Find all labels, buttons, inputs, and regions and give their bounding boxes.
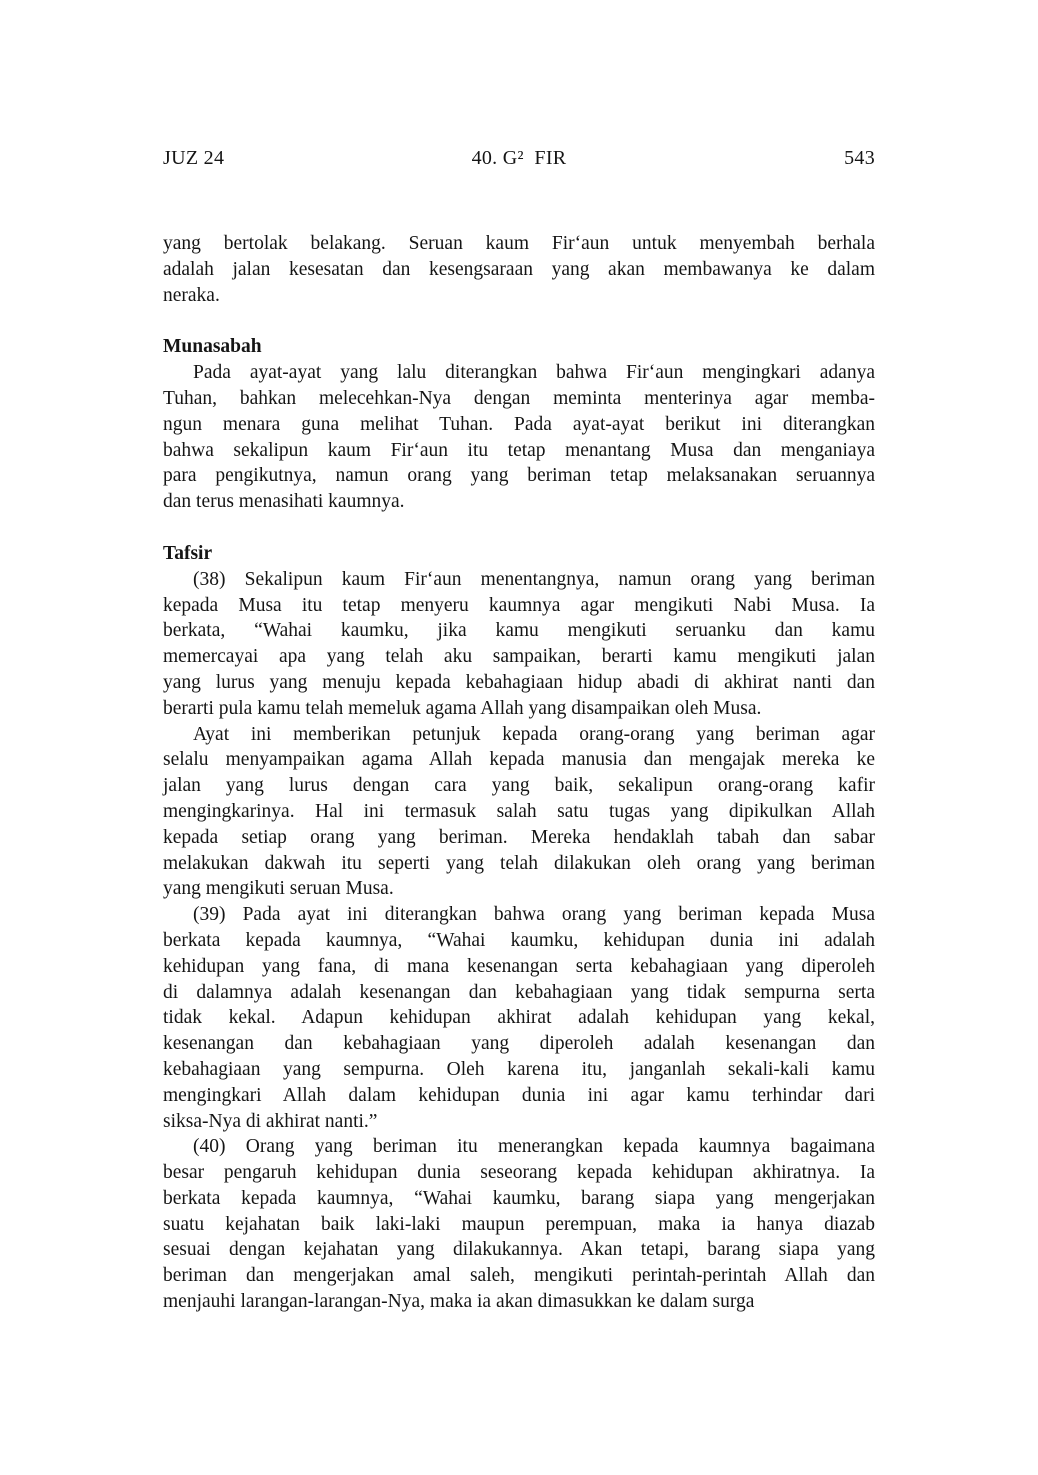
page-body: [163, 231, 875, 1315]
paragraph-line: di dalamnya adalah kesenangan dan kebahagiaan yang tidak sempurna serta: [163, 981, 875, 1003]
paragraph-line: jalan yang lurus dengan cara yang baik, sekalipun orang-orang kafir: [163, 775, 875, 797]
paragraph-line: yang lurus yang menuju kepada kebahagiaan hidup abadi di akhirat nanti dan: [163, 671, 875, 693]
paragraph: [163, 902, 875, 1134]
header-surah-title: 40. G² FIR: [471, 147, 567, 169]
paragraph-line: bahwa sekalipun kaum Fir‘aun itu tetap menantang Musa dan menganiaya: [163, 439, 875, 461]
paragraph: [163, 231, 875, 308]
paragraph-line: berkata, “Wahai kaumku, jika kamu mengikuti seruanku dan kamu: [163, 620, 875, 642]
paragraph-line: selalu menyampaikan agama Allah kepada manusia dan mengajak mereka ke: [163, 749, 875, 771]
paragraph-line: tidak kekal. Adapun kehidupan akhirat adalah kehidupan yang kekal,: [163, 1007, 875, 1029]
page-header: [163, 146, 875, 171]
paragraph-line: Pada ayat-ayat yang lalu diterangkan bahwa Fir‘aun mengingkari adanya: [193, 362, 875, 384]
paragraph-line: kepada setiap orang yang beriman. Mereka hendaklah tabah dan sabar: [163, 826, 875, 848]
paragraph-line: sesuai dengan kejahatan yang dilakukannya. Akan tetapi, barang siapa yang: [163, 1239, 875, 1261]
paragraph-line: suatu kejahatan baik laki-laki maupun perempuan, maka ia hanya diazab: [163, 1213, 875, 1235]
paragraph-line: kehidupan yang fana, di mana kesenangan serta kebahagiaan yang diperoleh: [163, 955, 875, 977]
paragraph-line: kesenangan dan kebahagiaan yang diperoleh adalah kesenangan dan: [163, 1033, 875, 1055]
paragraph-line: siksa-Nya di akhirat nanti.”: [163, 1110, 378, 1132]
paragraph-line: mengingkari Allah dalam kehidupan dunia ini agar kamu terhindar dari: [163, 1084, 875, 1106]
header-page-number: 543: [844, 147, 875, 169]
paragraph-line: Ayat ini memberikan petunjuk kepada orang-orang yang beriman agar: [193, 723, 875, 745]
paragraph-line: berkata kepada kaumnya, “Wahai kaumku, barang siapa yang mengerjakan: [163, 1187, 875, 1209]
paragraph-line: para pengikutnya, namun orang yang beriman tetap melaksanakan seruannya: [163, 465, 875, 487]
paragraph-line: melakukan dakwah itu seperti yang telah dilakukan oleh orang yang beriman: [163, 852, 875, 874]
text-column: [163, 0, 875, 1315]
paragraph-line: beriman dan mengerjakan amal saleh, mengikuti perintah-perintah Allah dan: [163, 1265, 875, 1287]
paragraph-line: kebahagiaan yang sempurna. Oleh karena itu, janganlah sekali-kali kamu: [163, 1058, 875, 1080]
paragraph-line: Tuhan, bahkan melecehkan-Nya dengan meminta menterinya agar memba-: [163, 387, 875, 409]
paragraph-line: mengingkarinya. Hal ini termasuk salah satu tugas yang dipikulkan Allah: [163, 800, 875, 822]
paragraph: [163, 567, 875, 722]
paragraph-line: neraka.: [163, 284, 220, 306]
paragraph-line: (39) Pada ayat ini diterangkan bahwa orang yang beriman kepada Musa: [193, 904, 875, 926]
section-heading: Tafsir: [163, 542, 213, 564]
paragraph-line: kepada Musa itu tetap menyeru kaumnya agar mengikuti Nabi Musa. Ia: [163, 594, 875, 616]
paragraph-line: memercayai apa yang telah aku sampaikan, berarti kamu mengikuti jalan: [163, 646, 875, 668]
paragraph-line: besar pengaruh kehidupan dunia seseorang kepada kehidupan akhiratnya. Ia: [163, 1162, 875, 1184]
paragraph-line: (40) Orang yang beriman itu menerangkan kepada kaumnya bagaimana: [193, 1136, 875, 1158]
paragraph: [163, 1134, 875, 1315]
paragraph: [163, 360, 875, 515]
header-juz-label: JUZ 24: [163, 147, 225, 169]
paragraph-line: dan terus menasihati kaumnya.: [163, 491, 405, 513]
paragraph: [163, 722, 875, 903]
paragraph-line: yang bertolak belakang. Seruan kaum Fir‘aun untuk menyembah berhala: [163, 233, 875, 254]
section-heading: Munasabah: [163, 336, 262, 358]
paragraph-line: (38) Sekalipun kaum Fir‘aun menentangnya, namun orang yang beriman: [193, 568, 875, 590]
paragraph-line: adalah jalan kesesatan dan kesengsaraan yang akan membawanya ke dalam: [163, 258, 875, 280]
paragraph-line: ngun menara guna melihat Tuhan. Pada ayat-ayat berikut ini diterangkan: [163, 413, 875, 435]
paragraph-line: yang mengikuti seruan Musa.: [163, 878, 394, 900]
paragraph-line: berkata kepada kaumnya, “Wahai kaumku, kehidupan dunia ini adalah: [163, 929, 875, 951]
paragraph-line: menjauhi larangan-larangan-Nya, maka ia akan dimasukkan ke dalam surga: [163, 1291, 755, 1313]
paragraph-line: berarti pula kamu telah memeluk agama Allah yang disampaikan oleh Musa.: [163, 697, 762, 719]
